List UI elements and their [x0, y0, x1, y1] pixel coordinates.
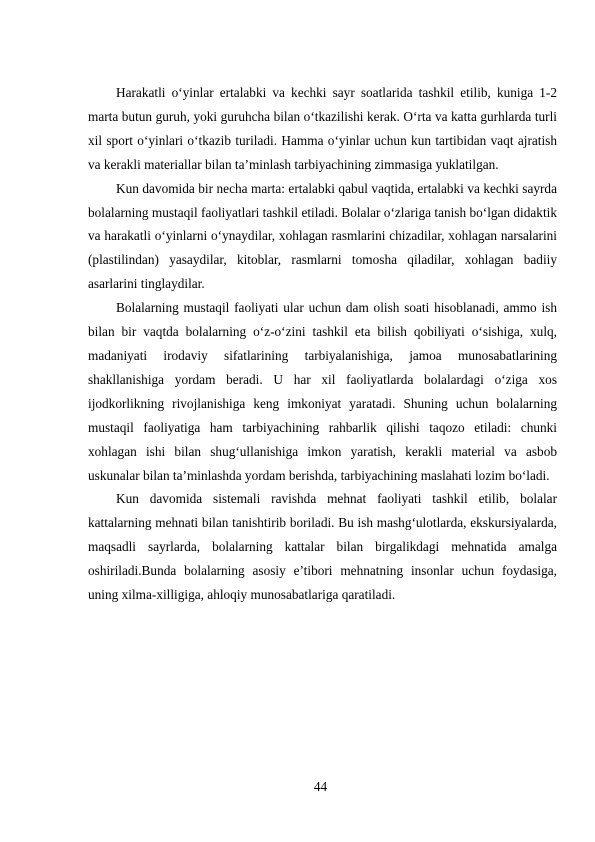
paragraph: Harakatli o‘yinlar ertalabki va kechki sayr soatlarida tashkil etilib, kuniga 1-2 marta butun guruh, yoki guruhcha bilan o‘tkazilishi kerak. O‘rta va katta gurhlarda turli xil sport o‘yinlari o‘tkazib turiladi. Hamma o‘yinlar uchun kun tartibidan vaqt ajratish va kerakli materiallar bilan ta’minlash tarbiyachining zimmasiga yuklatilgan. [88, 85, 557, 172]
document-body [88, 81, 557, 607]
page-number: 44 [313, 779, 328, 794]
paragraph: Kun davomida sistemali ravishda mehnat faoliyati tashkil etilib, bolalar kattalarning mehnati bilan tanishtirib boriladi. Bu ish mashg‘ulotlarda, ekskursiyalarda, maqsadli sayrlarda, bolalarning kattalar bilan birgalikdagi mehnatida amalga oshiriladi.Bunda bolalarning asosiy e’tibori mehnatning insonlar uchun foydasiga, uning xilma-xilligiga, ahloqiy munosabatlariga qaratiladi. [88, 491, 557, 603]
paragraph: Bolalarning mustaqil faoliyati ular uchun dam olish soati hisoblanadi, ammo ish bilan bir vaqtda bolalarning o‘z-o‘zini tashkil eta bilish qobiliyati o‘sishiga, xulq, madaniyati irodaviy sifatlarining tarbiyalanishiga, jamoa munosabatlarining shakllanishiga yordam beradi. U har xil faoliyatlarda bolalardagi o‘ziga xos ijodkorlikning rivojlanishiga keng imkoniyat yaratadi. Shuning uchun bolalarning mustaqil faoliyatiga ham tarbiyachining rahbarlik qilishi taqozo etiladi: chunki xohlagan ishi bilan shug‘ullanishiga imkon yaratish, kerakli material va asbob uskunalar bilan ta’minlashda yordam berishda, tarbiyachining maslahati lozim bo‘ladi. [88, 300, 557, 483]
paragraph: Kun davomida bir necha marta: ertalabki qabul vaqtida, ertalabki va kechki sayrda bolalarning mustaqil faoliyatlari tashkil etiladi. Bolalar o‘zlariga tanish bo‘lgan didaktik va harakatli o‘yinlarni o‘ynaydilar, xohlagan rasmlarini chizadilar, xohlagan narsalarini (plastilindan) yasaydilar, kitoblar, rasmlarni tomosha qiladilar, xohlagan badiiy asarlarini tinglaydilar. [88, 180, 557, 292]
